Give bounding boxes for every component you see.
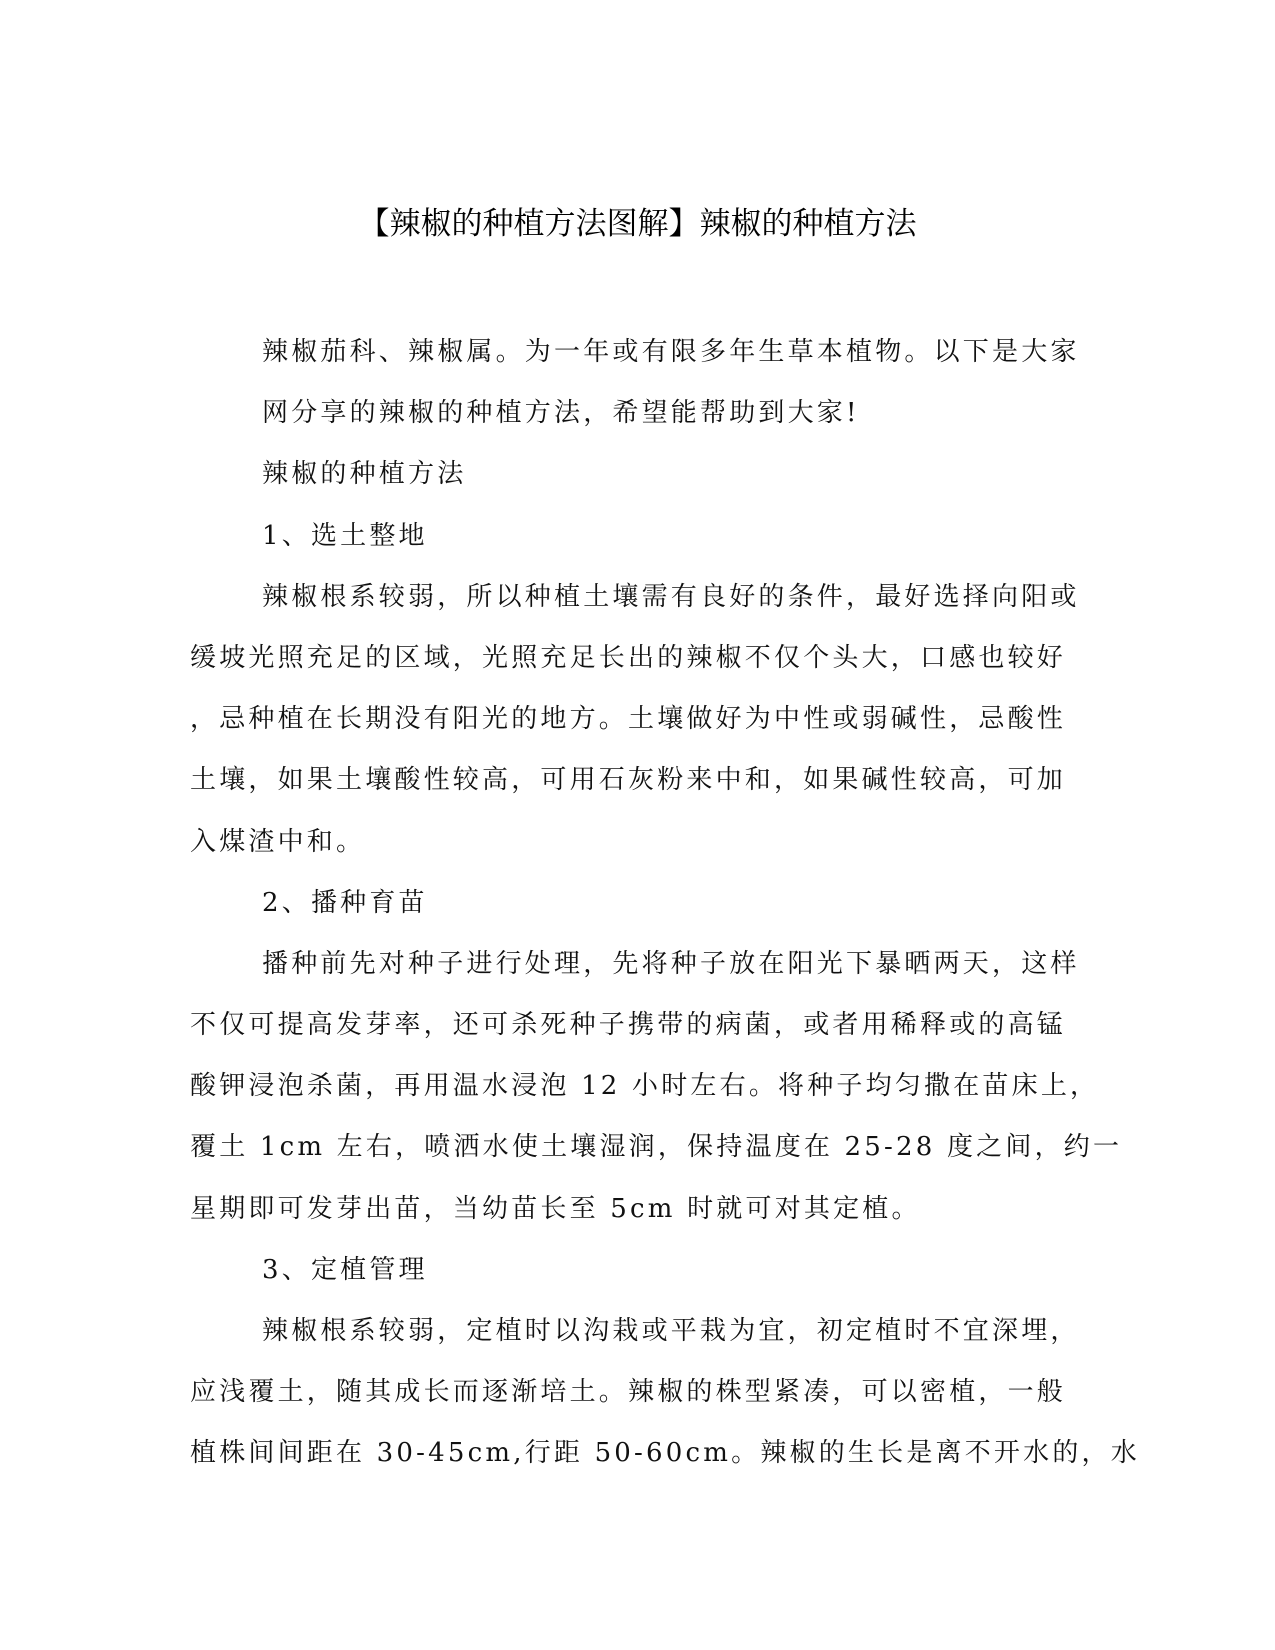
text-line: 土壤，如果土壤酸性较高，可用石灰粉来中和，如果碱性较高，可加 — [190, 765, 1067, 796]
section-heading: 3、定植管理 — [262, 1254, 428, 1285]
section-heading: 2、播种育苗 — [262, 887, 428, 918]
text-line: 网分享的辣椒的种植方法，希望能帮助到大家! — [262, 398, 860, 429]
text-line: 辣椒根系较弱，所以种植土壤需有良好的条件，最好选择向阳或 — [262, 581, 1080, 612]
text-line: 辣椒根系较弱，定植时以沟栽或平栽为宜，初定植时不宜深埋， — [262, 1316, 1080, 1346]
page-title: 【辣椒的种植方法图解】辣椒的种植方法 — [358, 206, 917, 242]
text-line: 入煤渣中和。 — [190, 826, 366, 857]
text-line: 覆土 1cm 左右，喷洒水使土壤湿润，保持温度在 25-28 度之间，约一 — [190, 1132, 1123, 1163]
text-line: 不仅可提高发芽率，还可杀死种子携带的病菌，或者用稀释或的高锰 — [190, 1010, 1067, 1041]
text-line: 酸钾浸泡杀菌，再用温水浸泡 12 小时左右。将种子均匀撒在苗床上， — [190, 1071, 1100, 1102]
section-heading: 辣椒的种植方法 — [262, 459, 467, 490]
text-line: 辣椒茄科、辣椒属。为一年或有限多年生草本植物。以下是大家 — [262, 337, 1080, 367]
text-line: 星期即可发芽出苗，当幼苗长至 5cm 时就可对其定植。 — [190, 1193, 921, 1224]
text-line: 缓坡光照充足的区域，光照充足长出的辣椒不仅个头大，口感也较好 — [190, 642, 1067, 673]
text-line: 植株间间距在 30-45cm,行距 50-60cm。辣椒的生长是离不开水的，水 — [190, 1438, 1140, 1469]
body-text — [190, 322, 1140, 1485]
section-heading: 1、选土整地 — [262, 520, 428, 551]
text-line: 播种前先对种子进行处理，先将种子放在阳光下暴晒两天，这样 — [262, 948, 1080, 979]
text-line: 应浅覆土，随其成长而逐渐培土。辣椒的株型紧凑，可以密植，一般 — [190, 1377, 1067, 1408]
text-line: ，忌种植在长期没有阳光的地方。土壤做好为中性或弱碱性，忌酸性 — [190, 704, 1067, 735]
